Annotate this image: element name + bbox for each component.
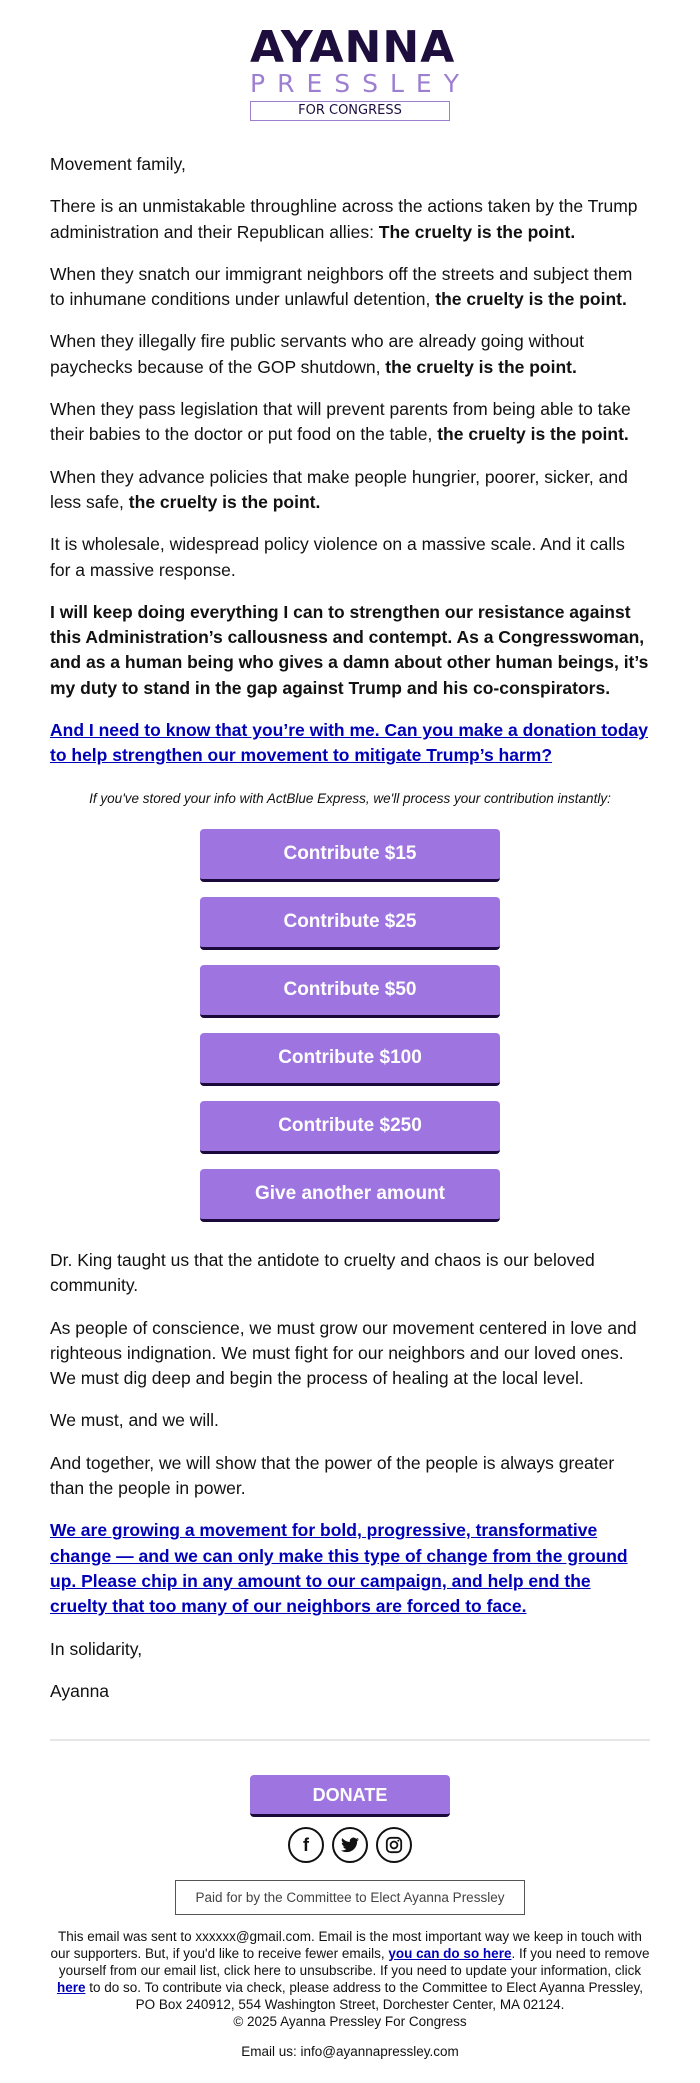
paragraph: [50, 1518, 650, 1619]
twitter-icon[interactable]: [332, 1827, 368, 1863]
text: When they snatch our immigrant neighbors off the streets and subject them to inhumane conditions under unlawful detention,: [50, 263, 633, 310]
refrain: the cruelty is the point.: [437, 424, 629, 445]
logo-surname: PRESSLEY: [250, 69, 471, 98]
contact-email: Email us: info@ayannapressley.com: [241, 2044, 459, 2060]
other-amount-button[interactable]: Give another amount: [200, 1169, 500, 1222]
text: I will keep doing everything I can to strengthen our resistance against this Administration’s callousness and contempt. As a Congresswoman, and as a human being who gives a damn about other human beings, it’s my duty to stand in the gap against Trump and his co-conspirators.: [50, 601, 649, 698]
update-info-link[interactable]: here: [56, 1980, 86, 1996]
refrain: the cruelty is the point.: [128, 491, 321, 512]
logo-name: AYANNA: [250, 22, 456, 73]
signature: Ayanna: [50, 1680, 110, 1701]
donate-button[interactable]: DONATE: [250, 1775, 450, 1817]
contribute-250-button[interactable]: Contribute $250: [200, 1101, 500, 1154]
paragraph: It is wholesale, widespread policy violence on a massive scale. And it calls for a massive response.: [50, 534, 625, 580]
logo: [250, 22, 471, 121]
fewer-emails-link[interactable]: you can do so here: [388, 1946, 512, 1962]
text: . If you need to remove yourself from our email list, click here to unsubscribe. If you need to update your information, click: [58, 1946, 650, 1979]
signoff: In solidarity,: [50, 1638, 143, 1659]
paragraph: And together, we will show that the power of the people is always greater than the people in power.: [50, 1452, 615, 1499]
refrain: the cruelty is the point.: [435, 289, 627, 310]
paragraph: [50, 718, 650, 769]
paragraph: [50, 465, 650, 516]
text: to do so. To contribute via check, please address to the Committee to Elect Ayanna Pressley, PO Box 240912, 554 Washington Street, Dorchester Center, MA 02124.: [85, 1980, 644, 2013]
paragraph: We must, and we will.: [50, 1410, 219, 1431]
bold-paragraph: [50, 600, 650, 701]
instagram-icon[interactable]: [376, 1827, 412, 1863]
paragraph: Dr. King taught us that the antidote to cruelty and chaos is our beloved community.: [50, 1249, 595, 1296]
donate-link[interactable]: We are growing a movement for bold, progressive, transformative change — and we can only make this type of change from the ground up. Please chip in any amount to our campaign, and help end the cruelty that too many of our neighbors are forced to face.: [50, 1520, 628, 1617]
contribute-buttons: [50, 829, 650, 1222]
logo-tagline: FOR CONGRESS: [250, 101, 450, 121]
greeting: Movement family,: [50, 154, 186, 174]
text: There is an unmistakable throughline across the actions taken by the Trump administration and their Republican allies:: [50, 196, 638, 242]
paragraph: [50, 329, 650, 380]
text: When they advance policies that make people hungrier, poorer, sicker, and less safe,: [50, 466, 628, 512]
text: When they illegally fire public servants who are already going without paychecks because of the GOP shutdown,: [50, 331, 585, 377]
contribute-25-button[interactable]: Contribute $25: [200, 897, 500, 950]
paid-for-disclaimer: Paid for by the Committee to Elect Ayanna Pressley: [175, 1880, 525, 1915]
donate-link[interactable]: And I need to know that you’re with me. Can you make a donation today to help strengthen our movement to mitigate Trump’s harm?: [50, 720, 648, 766]
text: When they pass legislation that will prevent parents from being able to take their babies to the doctor or put food on the table,: [50, 399, 631, 445]
copyright: © 2025 Ayanna Pressley For Congress: [233, 2014, 467, 2030]
contribute-50-button[interactable]: Contribute $50: [200, 965, 500, 1018]
contribute-100-button[interactable]: Contribute $100: [200, 1033, 500, 1086]
facebook-icon[interactable]: f: [288, 1827, 324, 1863]
paragraph: [50, 397, 650, 448]
actblue-note: If you've stored your info with ActBlue Express, we'll process your contribution instantly:: [89, 790, 611, 806]
footer-text: [50, 1928, 650, 2030]
email-body: [50, 152, 650, 1704]
divider: [50, 1739, 650, 1741]
paragraph: [50, 194, 650, 245]
paragraph: As people of conscience, we must grow our movement centered in love and righteous indignation. We must fight for our neighbors and our loved ones. We must dig deep and begin the process of healing at the local level.: [50, 1317, 637, 1389]
refrain: the cruelty is the point.: [385, 356, 577, 377]
contribute-15-button[interactable]: Contribute $15: [200, 829, 500, 882]
paragraph: [50, 262, 650, 313]
refrain: The cruelty is the point.: [378, 221, 576, 242]
text: This email was sent to xxxxxx@gmail.com. Email is the most important way we keep in touch with our supporters. But, if you'd like to receive fewer emails,: [50, 1929, 642, 1962]
social-links: [50, 1827, 650, 1863]
